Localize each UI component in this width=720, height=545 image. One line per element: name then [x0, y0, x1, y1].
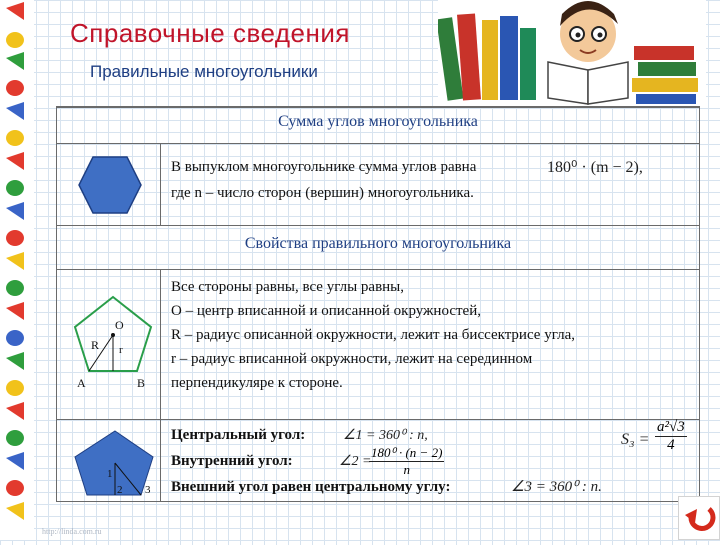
outer-angle-label: Внешний угол равен центральному углу: [171, 479, 451, 495]
properties-text-line3: R – радиус описанной окружности, лежит на биссектрисе угла, [171, 327, 575, 343]
page-subtitle: Правильные многоугольники [90, 62, 318, 81]
area-formula-lhs: S₃ = [621, 431, 650, 448]
divider [57, 419, 699, 420]
divider [57, 269, 699, 270]
divider [57, 225, 699, 226]
page-title: Справочные сведения [70, 18, 350, 48]
inner-angle-numerator: 180⁰ · (n − 2) [371, 445, 443, 460]
return-arrow-icon [679, 497, 719, 539]
label-big-r: R [91, 338, 100, 352]
divider [160, 269, 161, 501]
label-a: A [77, 376, 86, 390]
reference-panel [56, 106, 700, 502]
properties-text-line5: перпендикуляре к стороне. [171, 375, 343, 391]
angle-sum-text-line1: В выпуклом многоугольнике сумма углов равна [171, 159, 477, 175]
divider [160, 143, 161, 225]
divider [57, 143, 699, 144]
label-two: 2 [117, 484, 123, 496]
inner-angle-label: Внутренний угол: [171, 453, 293, 469]
pentagon-angles-figure [69, 427, 159, 499]
label-b: B [137, 376, 146, 390]
inner-angle-denominator: n [403, 462, 410, 477]
colored-edge-shapes [0, 0, 34, 540]
divider [57, 107, 699, 108]
central-angle-label: Центральный угол: [171, 427, 306, 443]
watermark: http://linda.com.ru [42, 527, 102, 536]
outer-angle-formula: ∠3 = 360⁰ : n. [511, 479, 602, 495]
central-angle-formula: ∠1 = 360⁰ : n, [343, 428, 428, 443]
section-title-angle-sum: Сумма углов многоугольника [278, 113, 478, 130]
properties-text-line2: О – центр вписанной и описанной окружностей, [171, 303, 481, 319]
properties-text-line1: Все стороны равны, все углы равны, [171, 279, 405, 295]
label-three: 3 [145, 484, 151, 496]
label-small-r: r [119, 344, 123, 356]
area-numerator: a²√3 [657, 419, 685, 435]
properties-text-line4: r – радиус вписанной окружности, лежит на серединном [171, 351, 533, 367]
label-one: 1 [107, 468, 113, 480]
inner-angle-formula-lhs: ∠2 = [339, 454, 372, 469]
regular-pentagon-with-circles-figure [71, 287, 155, 391]
pentagon-figure [77, 155, 143, 217]
area-fraction [655, 419, 687, 454]
section-title-properties: Свойства правильного многоугольника [244, 235, 512, 252]
back-button[interactable] [678, 496, 720, 540]
angle-sum-text-line2: где n – число сторон (вершин) многоугольника. [171, 185, 474, 201]
angle-sum-formula: 180⁰ · (m − 2), [547, 159, 643, 176]
area-denominator: 4 [667, 437, 675, 453]
label-o: O [115, 318, 124, 332]
boy-reading-books-illustration [438, 0, 706, 106]
binder-edge [0, 0, 34, 540]
inner-angle-fraction [369, 445, 444, 478]
